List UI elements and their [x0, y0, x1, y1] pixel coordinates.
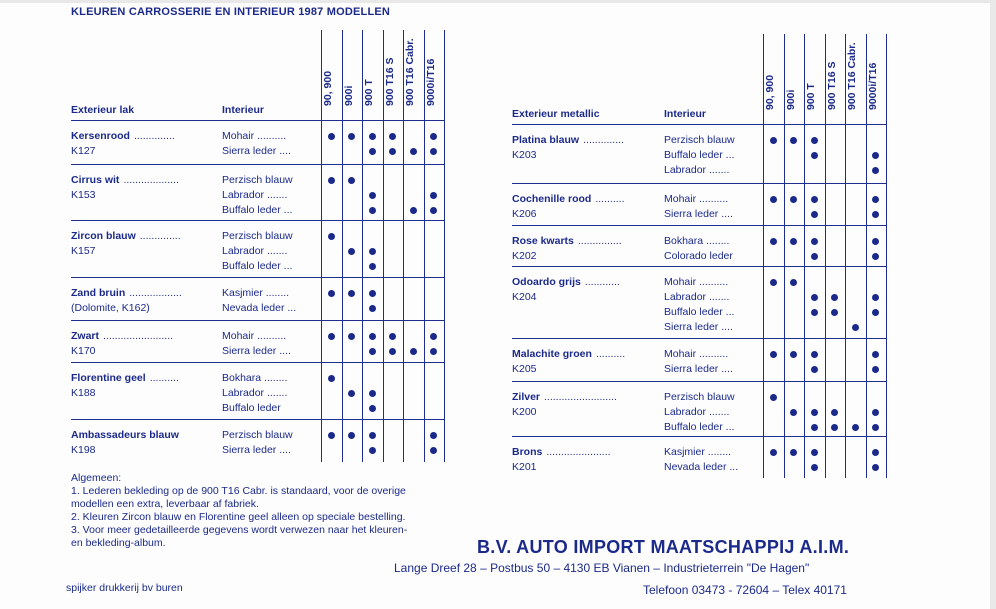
note-line: 2. Kleuren Zircon blauw en Florentine geel alleen op speciale bestelling.: [71, 511, 406, 523]
company-address: Lange Dreef 28 – Postbus 50 – 4130 EB Vianen – Industrieterrein "De Hagen": [394, 561, 810, 575]
availability-dot: [348, 390, 355, 397]
color-name: [71, 286, 182, 301]
header-rule: [71, 120, 444, 121]
interior-label: Buffalo leder ...: [664, 149, 735, 161]
model-name: 900 T: [363, 79, 375, 106]
interior-label: Bokhara ........: [664, 235, 730, 247]
color-code: K170: [71, 345, 96, 357]
availability-dot: [348, 177, 355, 184]
interior-label: Sierra leder ....: [222, 444, 291, 456]
column-rule: [444, 30, 445, 462]
interior-label: Labrador .......: [222, 245, 288, 257]
color-code: K201: [512, 461, 537, 473]
interior-label: Sierra leder ....: [222, 345, 291, 357]
availability-dot: [811, 253, 818, 260]
model-column-header: [342, 22, 356, 118]
page-title: KLEUREN CARROSSERIE EN INTERIEUR 1987 MODELLEN: [71, 6, 391, 18]
availability-dot: [811, 449, 818, 456]
interior-label: Mohair ..........: [664, 348, 729, 360]
availability-dot: [328, 133, 335, 140]
color-code: K205: [512, 363, 537, 375]
color-code: K206: [512, 208, 537, 220]
interior-label: Mohair ..........: [664, 276, 729, 288]
leader-dots: ......................: [546, 446, 611, 458]
leader-dots: ..............: [133, 130, 175, 142]
leader-dots: ..........: [595, 193, 625, 205]
scan-edge-right: [990, 0, 996, 609]
model-name: 900i: [342, 85, 355, 106]
color-name-text: Cirrus wit: [71, 174, 120, 186]
availability-dot: [790, 449, 797, 456]
color-code: K198: [71, 444, 96, 456]
model-column-header: [362, 22, 376, 118]
color-name: [512, 133, 624, 148]
availability-dot: [770, 196, 777, 203]
availability-dot: [430, 333, 437, 340]
availability-dot: [770, 351, 777, 358]
printer-credit: spijker drukkerij bv buren: [66, 582, 183, 594]
model-column-header: [804, 26, 818, 122]
interior-label: Sierra leder ....: [664, 208, 733, 220]
header-interior: Interieur: [222, 104, 265, 116]
availability-dot: [430, 348, 437, 355]
availability-dot: [369, 405, 376, 412]
interior-label: Labrador .......: [222, 387, 288, 399]
availability-dot: [328, 333, 335, 340]
interior-label: Perzisch blauw: [222, 230, 293, 242]
interior-label: Buffalo leder ...: [664, 421, 735, 433]
leader-dots: ..........: [595, 348, 626, 360]
interior-label: Labrador .......: [664, 164, 730, 176]
note-line: en bekleding-album.: [71, 537, 166, 549]
color-name-text: Odoardo grijs: [512, 276, 581, 288]
availability-dot: [369, 263, 376, 270]
header-interior: Interieur: [664, 108, 707, 120]
interior-label: Mohair ..........: [664, 193, 729, 205]
availability-dot: [410, 207, 417, 214]
availability-dot: [811, 464, 818, 471]
model-name: 900 T16 S: [383, 57, 396, 106]
model-name: 9000i/T16: [424, 58, 437, 106]
row-rule: [512, 338, 886, 339]
model-column-header: [845, 26, 859, 122]
interior-label: Bokhara ........: [222, 372, 288, 384]
availability-dot: [790, 279, 797, 286]
interior-label: Sierra leder ....: [664, 363, 733, 375]
interior-label: Labrador .......: [664, 406, 730, 418]
model-column-header: [763, 26, 777, 122]
availability-dot: [369, 290, 376, 297]
color-name: [512, 192, 625, 207]
color-code: K202: [512, 250, 537, 262]
notes-heading: Algemeen:: [71, 472, 122, 484]
availability-dot: [831, 294, 838, 301]
availability-dot: [348, 333, 355, 340]
interior-label: Sierra leder ....: [664, 321, 733, 333]
availability-dot: [770, 449, 777, 456]
color-name-text: Cochenille rood: [512, 193, 592, 205]
availability-dot: [790, 196, 797, 203]
row-rule: [71, 320, 444, 321]
interior-label: Kasjmier ........: [664, 446, 732, 458]
availability-dot: [852, 424, 859, 431]
availability-dot: [389, 133, 396, 140]
availability-dot: [872, 351, 879, 358]
availability-dot: [369, 432, 376, 439]
color-name-text: Platina blauw: [512, 134, 580, 146]
color-name-text: Zand bruin: [71, 287, 126, 299]
model-name: 9000i/T16: [866, 62, 879, 110]
availability-dot: [328, 177, 335, 184]
availability-dot: [811, 309, 818, 316]
color-name-text: Florentine geel: [71, 372, 146, 384]
color-name: [512, 234, 622, 249]
availability-dot: [369, 447, 376, 454]
leader-dots: ..........: [149, 372, 179, 384]
interior-label: Buffalo leder ...: [664, 306, 735, 318]
availability-dot: [770, 238, 777, 245]
color-code: K200: [512, 406, 537, 418]
availability-dot: [430, 192, 437, 199]
interior-label: Nevada leder ...: [222, 302, 297, 314]
model-column-header: [383, 22, 397, 118]
availability-dot: [328, 432, 335, 439]
interior-label: Perzisch blauw: [664, 391, 735, 403]
color-name: [71, 329, 173, 344]
availability-dot: [811, 424, 818, 431]
availability-dot: [872, 294, 879, 301]
note-line: 1. Lederen bekleding op de 900 T16 Cabr. is standaard, voor de overige: [71, 485, 406, 497]
leader-dots: ............: [584, 276, 620, 288]
row-rule: [512, 266, 886, 267]
availability-dot: [369, 333, 376, 340]
model-name: 90, 900: [764, 74, 776, 110]
model-name: 900 T: [805, 83, 817, 110]
leader-dots: ..................: [129, 287, 182, 299]
availability-dot: [348, 248, 355, 255]
color-name-text: Rose kwarts: [512, 235, 574, 247]
color-name: [512, 445, 611, 460]
color-code: (Dolomite, K162): [71, 302, 150, 314]
color-name: [71, 371, 179, 386]
model-column-header: [424, 22, 438, 118]
interior-label: Perzisch blauw: [664, 134, 735, 146]
color-name-text: Zwart: [71, 330, 100, 342]
interior-label: Perzisch blauw: [222, 429, 293, 441]
interior-label: Perzisch blauw: [222, 174, 293, 186]
interior-label: Buffalo leder: [222, 402, 281, 414]
availability-dot: [811, 238, 818, 245]
color-name: [71, 229, 181, 244]
availability-dot: [872, 152, 879, 159]
row-rule: [71, 277, 444, 278]
availability-dot: [410, 148, 417, 155]
row-rule: [71, 164, 444, 165]
availability-dot: [811, 294, 818, 301]
interior-label: Labrador .......: [664, 291, 730, 303]
availability-dot: [369, 207, 376, 214]
availability-dot: [811, 409, 818, 416]
interior-label: Nevada leder ...: [664, 461, 739, 473]
availability-dot: [852, 324, 859, 331]
color-name: [512, 390, 617, 405]
availability-dot: [872, 366, 879, 373]
model-name: 900 T16 S: [825, 61, 838, 110]
leader-dots: ..............: [139, 230, 181, 242]
availability-dot: [369, 192, 376, 199]
color-name: [71, 173, 179, 188]
color-name-text: Brons: [512, 446, 543, 458]
availability-dot: [389, 348, 396, 355]
model-column-header: [866, 26, 880, 122]
availability-dot: [430, 432, 437, 439]
availability-dot: [811, 152, 818, 159]
availability-dot: [328, 375, 335, 382]
availability-dot: [430, 447, 437, 454]
availability-dot: [430, 207, 437, 214]
model-name: 90, 900: [322, 70, 334, 106]
color-name: [512, 275, 620, 290]
color-name: [71, 129, 175, 144]
color-name-text: Malachite groen: [512, 348, 592, 360]
availability-dot: [430, 148, 437, 155]
column-rule: [886, 34, 887, 478]
leader-dots: ...................: [123, 174, 179, 186]
availability-dot: [369, 390, 376, 397]
availability-dot: [369, 305, 376, 312]
availability-dot: [872, 167, 879, 174]
color-name-text: Kersenrood: [71, 130, 130, 142]
color-code: K127: [71, 145, 96, 157]
model-column-header: [321, 22, 335, 118]
leader-dots: ........................: [103, 330, 174, 342]
note-line: 3. Voor meer gedetailleerde gegevens wordt verwezen naar het kleuren-: [71, 524, 408, 536]
row-rule: [512, 225, 886, 226]
availability-dot: [790, 137, 797, 144]
availability-dot: [369, 133, 376, 140]
row-rule: [71, 220, 444, 221]
interior-label: Buffalo leder ...: [222, 204, 293, 216]
company-phone: Telefoon 03473 - 72604 – Telex 40171: [643, 583, 847, 597]
note-line: modellen een extra, leverbaar af fabriek.: [71, 498, 259, 510]
availability-dot: [328, 290, 335, 297]
model-name: 900i: [784, 89, 797, 110]
availability-dot: [811, 137, 818, 144]
interior-label: Sierra leder ....: [222, 145, 291, 157]
availability-dot: [348, 432, 355, 439]
availability-dot: [770, 137, 777, 144]
availability-dot: [872, 196, 879, 203]
availability-dot: [872, 449, 879, 456]
row-rule: [71, 419, 444, 420]
interior-label: Labrador .......: [222, 189, 288, 201]
color-name: [512, 347, 625, 362]
color-code: K153: [71, 189, 96, 201]
interior-label: Colorado leder: [664, 250, 733, 262]
availability-dot: [410, 348, 417, 355]
header-rule: [512, 124, 886, 125]
availability-dot: [872, 464, 879, 471]
company-name: B.V. AUTO IMPORT MAATSCHAPPIJ A.I.M.: [477, 537, 850, 557]
interior-label: Buffalo leder ...: [222, 260, 293, 272]
header-exterior: Exterieur metallic: [512, 108, 600, 120]
availability-dot: [872, 424, 879, 431]
scan-edge-top: [0, 0, 996, 3]
color-name-text: Ambassadeurs blauw: [71, 429, 179, 441]
leader-dots: ...............: [577, 235, 622, 247]
availability-dot: [770, 279, 777, 286]
header-exterior: Exterieur lak: [71, 104, 135, 116]
availability-dot: [389, 333, 396, 340]
color-code: K204: [512, 291, 537, 303]
color-name: [71, 428, 183, 443]
model-name: 900 T16 Cabr.: [404, 38, 416, 106]
availability-dot: [790, 409, 797, 416]
model-column-header: [825, 26, 839, 122]
leader-dots: ..............: [583, 134, 624, 146]
color-name-text: Zilver: [512, 391, 541, 403]
color-name-text: Zircon blauw: [71, 230, 136, 242]
interior-label: Mohair ..........: [222, 330, 287, 342]
availability-dot: [770, 394, 777, 401]
availability-dot: [872, 238, 879, 245]
availability-dot: [872, 309, 879, 316]
availability-dot: [811, 211, 818, 218]
availability-dot: [389, 148, 396, 155]
availability-dot: [872, 409, 879, 416]
availability-dot: [790, 351, 797, 358]
model-column-header: [784, 26, 798, 122]
interior-label: Kasjmier ........: [222, 287, 290, 299]
availability-dot: [811, 196, 818, 203]
availability-dot: [369, 348, 376, 355]
availability-dot: [831, 409, 838, 416]
interior-label: Mohair ..........: [222, 130, 287, 142]
row-rule: [512, 183, 886, 184]
availability-dot: [348, 290, 355, 297]
model-name: 900 T16 Cabr.: [846, 42, 858, 110]
availability-dot: [790, 238, 797, 245]
availability-dot: [811, 366, 818, 373]
availability-dot: [811, 351, 818, 358]
color-code: K203: [512, 149, 537, 161]
availability-dot: [430, 133, 437, 140]
availability-dot: [872, 253, 879, 260]
general-notes: [71, 472, 407, 550]
availability-dot: [872, 211, 879, 218]
availability-dot: [348, 133, 355, 140]
row-rule: [512, 436, 886, 437]
color-code: K157: [71, 245, 96, 257]
availability-dot: [831, 424, 838, 431]
availability-dot: [328, 233, 335, 240]
availability-dot: [369, 148, 376, 155]
row-rule: [71, 362, 444, 363]
leader-dots: .........................: [544, 391, 617, 403]
availability-dot: [831, 309, 838, 316]
availability-dot: [369, 248, 376, 255]
row-rule: [512, 381, 886, 382]
color-code: K188: [71, 387, 96, 399]
model-column-header: [403, 22, 417, 118]
